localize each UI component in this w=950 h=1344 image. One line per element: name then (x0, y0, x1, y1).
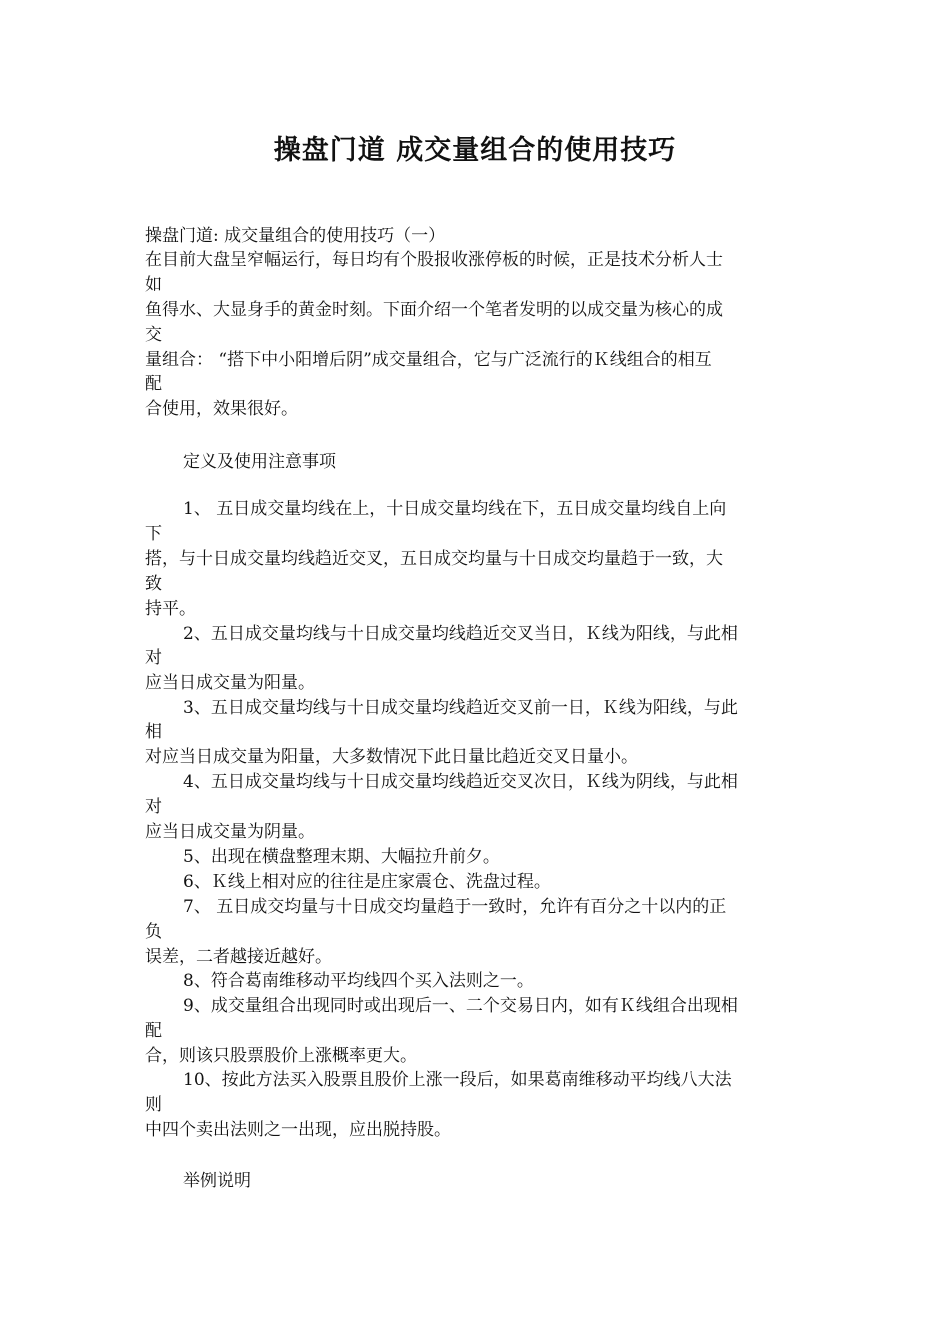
list-item-line: 对 (145, 797, 162, 817)
list-item-line: 7、 五日成交均量与十日成交均量趋于一致时，允许有百分之十以内的正 (183, 897, 727, 917)
paragraph-line: 鱼得水、大显身手的黄金时刻。下面介绍一个笔者发明的以成交量为核心的成 (145, 300, 723, 320)
paragraph-line: 量组合： “搭下中小阳增后阴”成交量组合，它与广泛流行的Ｋ线组合的相互 (145, 350, 712, 370)
list-item-line: 3、五日成交量均线与十日成交量均线趋近交叉前一日，Ｋ线为阳线，与此 (183, 698, 738, 718)
list-item-line: 负 (145, 922, 162, 942)
list-item-line: 相 (145, 722, 162, 742)
list-item-line: 误差，二者越接近越好。 (145, 947, 332, 967)
document-title: 操盘门道 成交量组合的使用技巧 (273, 135, 677, 166)
list-item-line: 应当日成交量为阳量。 (145, 673, 315, 693)
paragraph-line: 如 (145, 275, 162, 295)
list-item-line: 合，则该只股票股价上涨概率更大。 (145, 1046, 417, 1066)
list-item-line: 配 (145, 1021, 162, 1041)
list-item-line: 致 (145, 574, 162, 594)
list-item-line: 5、出现在横盘整理末期、大幅拉升前夕。 (183, 847, 500, 867)
list-item-line: 对应当日成交量为阳量，大多数情况下此日量比趋近交叉日量小。 (145, 747, 638, 767)
list-item-line: 8、符合葛南维移动平均线四个买入法则之一。 (183, 971, 534, 991)
list-item-line: 6、Ｋ线上相对应的往往是庄家震仓、洗盘过程。 (183, 872, 551, 892)
paragraph-line: 配 (145, 374, 162, 394)
section-heading: 定义及使用注意事项 (183, 452, 336, 472)
list-item-line: 则 (145, 1095, 162, 1115)
list-item-line: 持平。 (145, 599, 196, 619)
paragraph-line: 合使用，效果很好。 (145, 399, 298, 419)
list-item-line: 对 (145, 648, 162, 668)
list-item-line: 1、 五日成交量均线在上，十日成交量均线在下，五日成交量均线自上向 (183, 499, 727, 519)
list-item-line: 下 (145, 524, 162, 544)
paragraph-line: 在目前大盘呈窄幅运行，每日均有个股报收涨停板的时候，正是技术分析人士 (145, 250, 723, 270)
subtitle-line: 操盘门道: 成交量组合的使用技巧（一） (145, 226, 446, 246)
list-item-line: 4、五日成交量均线与十日成交量均线趋近交叉次日，Ｋ线为阴线，与此相 (183, 772, 738, 792)
list-item-line: 搭，与十日成交量均线趋近交叉，五日成交均量与十日成交均量趋于一致，大 (145, 549, 723, 569)
list-item-line: 2、五日成交量均线与十日成交量均线趋近交叉当日，Ｋ线为阳线，与此相 (183, 624, 738, 644)
list-item-line: 9、成交量组合出现同时或出现后一、二个交易日内，如有Ｋ线组合出现相 (183, 996, 738, 1016)
list-item-line: 中四个卖出法则之一出现，应出脱持股。 (145, 1120, 451, 1140)
section-heading: 举例说明 (183, 1171, 251, 1191)
paragraph-line: 交 (145, 325, 162, 345)
list-item-line: 10、按此方法买入股票且股价上涨一段后，如果葛南维移动平均线八大法 (183, 1070, 732, 1090)
list-item-line: 应当日成交量为阴量。 (145, 822, 315, 842)
